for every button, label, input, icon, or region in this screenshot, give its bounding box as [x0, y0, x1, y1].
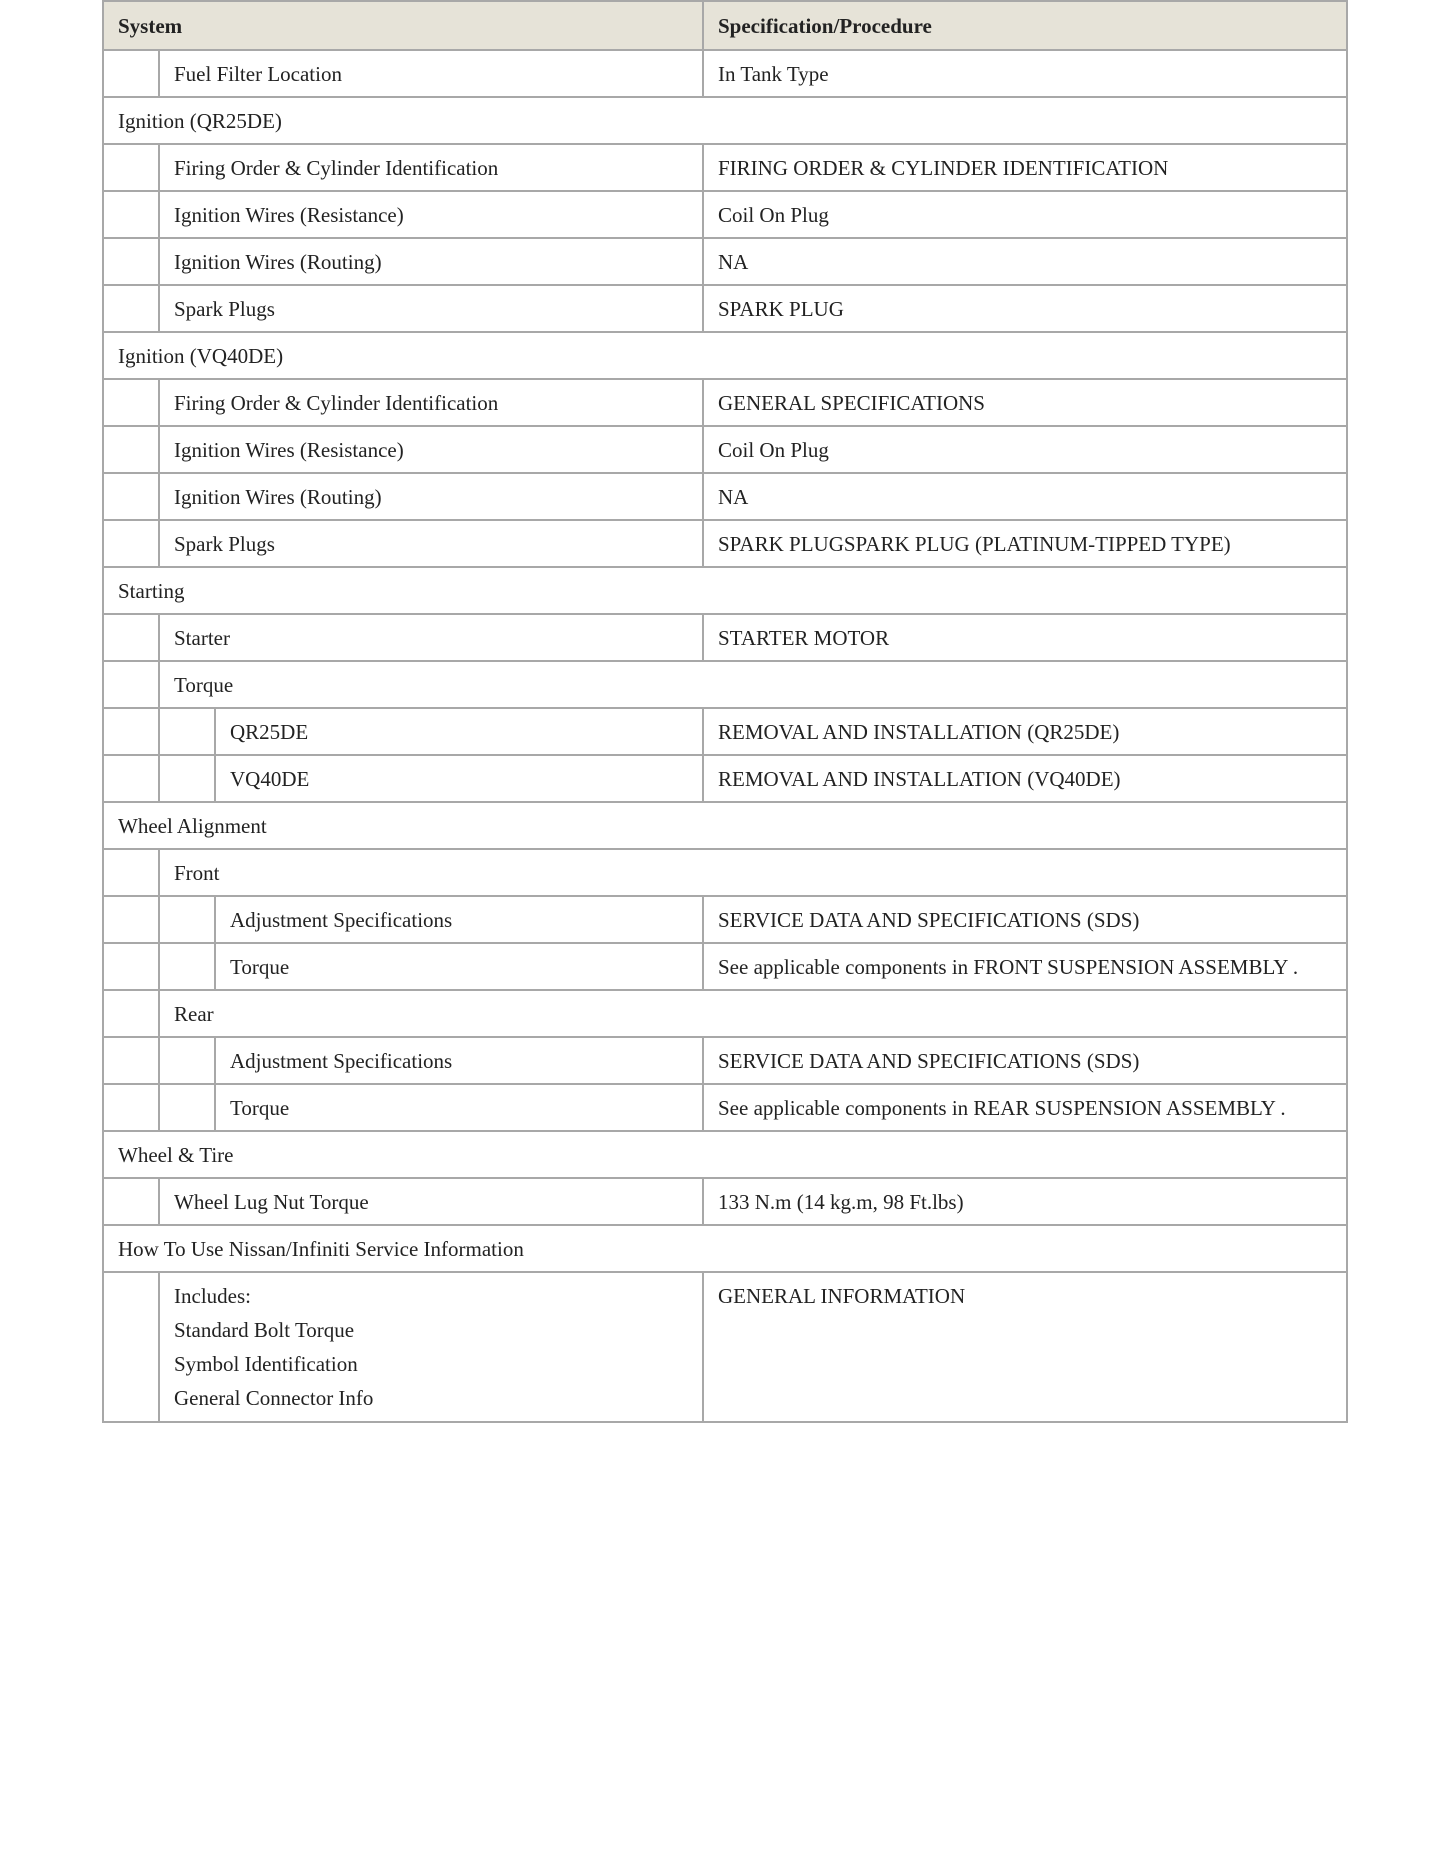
row-label: Fuel Filter Location: [159, 50, 703, 97]
indent-cell: [103, 614, 159, 661]
subsection-title: Front: [159, 849, 1347, 896]
indent-cell: [103, 755, 159, 802]
section-title: How To Use Nissan/Infiniti Service Information: [103, 1225, 1347, 1272]
includes-list: [159, 1272, 703, 1422]
indent-cell: [103, 943, 159, 990]
header-specification: Specification/Procedure: [703, 1, 1347, 50]
indent-cell: [103, 1084, 159, 1131]
row-value: NA: [703, 238, 1347, 285]
row-label: VQ40DE: [215, 755, 703, 802]
indent-cell: [103, 1037, 159, 1084]
table-header-row: [103, 1, 1347, 50]
indent-cell: [103, 473, 159, 520]
section-title: Ignition (QR25DE): [103, 97, 1347, 144]
section-row: [103, 1131, 1347, 1178]
section-title: Wheel & Tire: [103, 1131, 1347, 1178]
indent-cell: [103, 285, 159, 332]
indent-cell: [159, 1084, 215, 1131]
table-row: [103, 1037, 1347, 1084]
row-label: Adjustment Specifications: [215, 1037, 703, 1084]
row-label: Starter: [159, 614, 703, 661]
table-row: [103, 943, 1347, 990]
indent-cell: [103, 849, 159, 896]
section-row: [103, 332, 1347, 379]
table-row: [103, 1178, 1347, 1225]
row-value: SERVICE DATA AND SPECIFICATIONS (SDS): [703, 896, 1347, 943]
indent-cell: [103, 426, 159, 473]
section-title: Wheel Alignment: [103, 802, 1347, 849]
subsection-row: [103, 661, 1347, 708]
indent-cell: [159, 708, 215, 755]
table-row: [103, 473, 1347, 520]
includes-line: Symbol Identification: [174, 1352, 358, 1376]
row-value: SPARK PLUGSPARK PLUG (PLATINUM-TIPPED TYPE): [703, 520, 1347, 567]
row-value: REMOVAL AND INSTALLATION (QR25DE): [703, 708, 1347, 755]
indent-cell: [103, 50, 159, 97]
includes-line: Includes:: [174, 1284, 251, 1308]
table-row: [103, 708, 1347, 755]
includes-line: General Connector Info: [174, 1386, 374, 1410]
indent-cell: [103, 144, 159, 191]
row-label: Ignition Wires (Resistance): [159, 426, 703, 473]
table-row: [103, 144, 1347, 191]
table-row: [103, 614, 1347, 661]
indent-cell: [103, 1272, 159, 1422]
indent-cell: [103, 708, 159, 755]
row-label: Torque: [215, 943, 703, 990]
indent-cell: [103, 990, 159, 1037]
row-value: FIRING ORDER & CYLINDER IDENTIFICATION: [703, 144, 1347, 191]
table-row: [103, 896, 1347, 943]
subsection-title: Rear: [159, 990, 1347, 1037]
subsection-title: Torque: [159, 661, 1347, 708]
row-label: Wheel Lug Nut Torque: [159, 1178, 703, 1225]
row-value: REMOVAL AND INSTALLATION (VQ40DE): [703, 755, 1347, 802]
row-label: Spark Plugs: [159, 285, 703, 332]
row-value: Coil On Plug: [703, 426, 1347, 473]
row-value: SERVICE DATA AND SPECIFICATIONS (SDS): [703, 1037, 1347, 1084]
includes-line: Standard Bolt Torque: [174, 1318, 355, 1342]
table-row: [103, 1084, 1347, 1131]
table-row: [103, 379, 1347, 426]
specification-table: [102, 0, 1348, 1423]
row-label: Torque: [215, 1084, 703, 1131]
row-label: Ignition Wires (Resistance): [159, 191, 703, 238]
row-value: In Tank Type: [703, 50, 1347, 97]
table-row: [103, 755, 1347, 802]
indent-cell: [103, 238, 159, 285]
section-row: [103, 1225, 1347, 1272]
subsection-row: [103, 990, 1347, 1037]
row-label: Adjustment Specifications: [215, 896, 703, 943]
table-row: [103, 191, 1347, 238]
table-row: [103, 50, 1347, 97]
section-title: Starting: [103, 567, 1347, 614]
indent-cell: [159, 896, 215, 943]
header-system: System: [103, 1, 703, 50]
row-label: Spark Plugs: [159, 520, 703, 567]
row-value: See applicable components in FRONT SUSPENSION ASSEMBLY .: [703, 943, 1347, 990]
indent-cell: [103, 520, 159, 567]
row-value: STARTER MOTOR: [703, 614, 1347, 661]
indent-cell: [103, 379, 159, 426]
indent-cell: [103, 191, 159, 238]
section-row: [103, 802, 1347, 849]
row-value: 133 N.m (14 kg.m, 98 Ft.lbs): [703, 1178, 1347, 1225]
row-label: Ignition Wires (Routing): [159, 238, 703, 285]
indent-cell: [159, 1037, 215, 1084]
indent-cell: [103, 896, 159, 943]
indent-cell: [159, 943, 215, 990]
subsection-row: [103, 849, 1347, 896]
indent-cell: [103, 661, 159, 708]
table-row: [103, 1272, 1347, 1422]
indent-cell: [159, 755, 215, 802]
indent-cell: [103, 1178, 159, 1225]
row-label: Ignition Wires (Routing): [159, 473, 703, 520]
row-value: See applicable components in REAR SUSPENSION ASSEMBLY .: [703, 1084, 1347, 1131]
row-label: Firing Order & Cylinder Identification: [159, 144, 703, 191]
row-label: Firing Order & Cylinder Identification: [159, 379, 703, 426]
table-row: [103, 520, 1347, 567]
table-row: [103, 285, 1347, 332]
section-row: [103, 97, 1347, 144]
row-label: QR25DE: [215, 708, 703, 755]
row-value: GENERAL SPECIFICATIONS: [703, 379, 1347, 426]
row-value: NA: [703, 473, 1347, 520]
section-title: Ignition (VQ40DE): [103, 332, 1347, 379]
table-row: [103, 426, 1347, 473]
row-value: Coil On Plug: [703, 191, 1347, 238]
section-row: [103, 567, 1347, 614]
row-value: SPARK PLUG: [703, 285, 1347, 332]
row-value: GENERAL INFORMATION: [703, 1272, 1347, 1422]
table-row: [103, 238, 1347, 285]
